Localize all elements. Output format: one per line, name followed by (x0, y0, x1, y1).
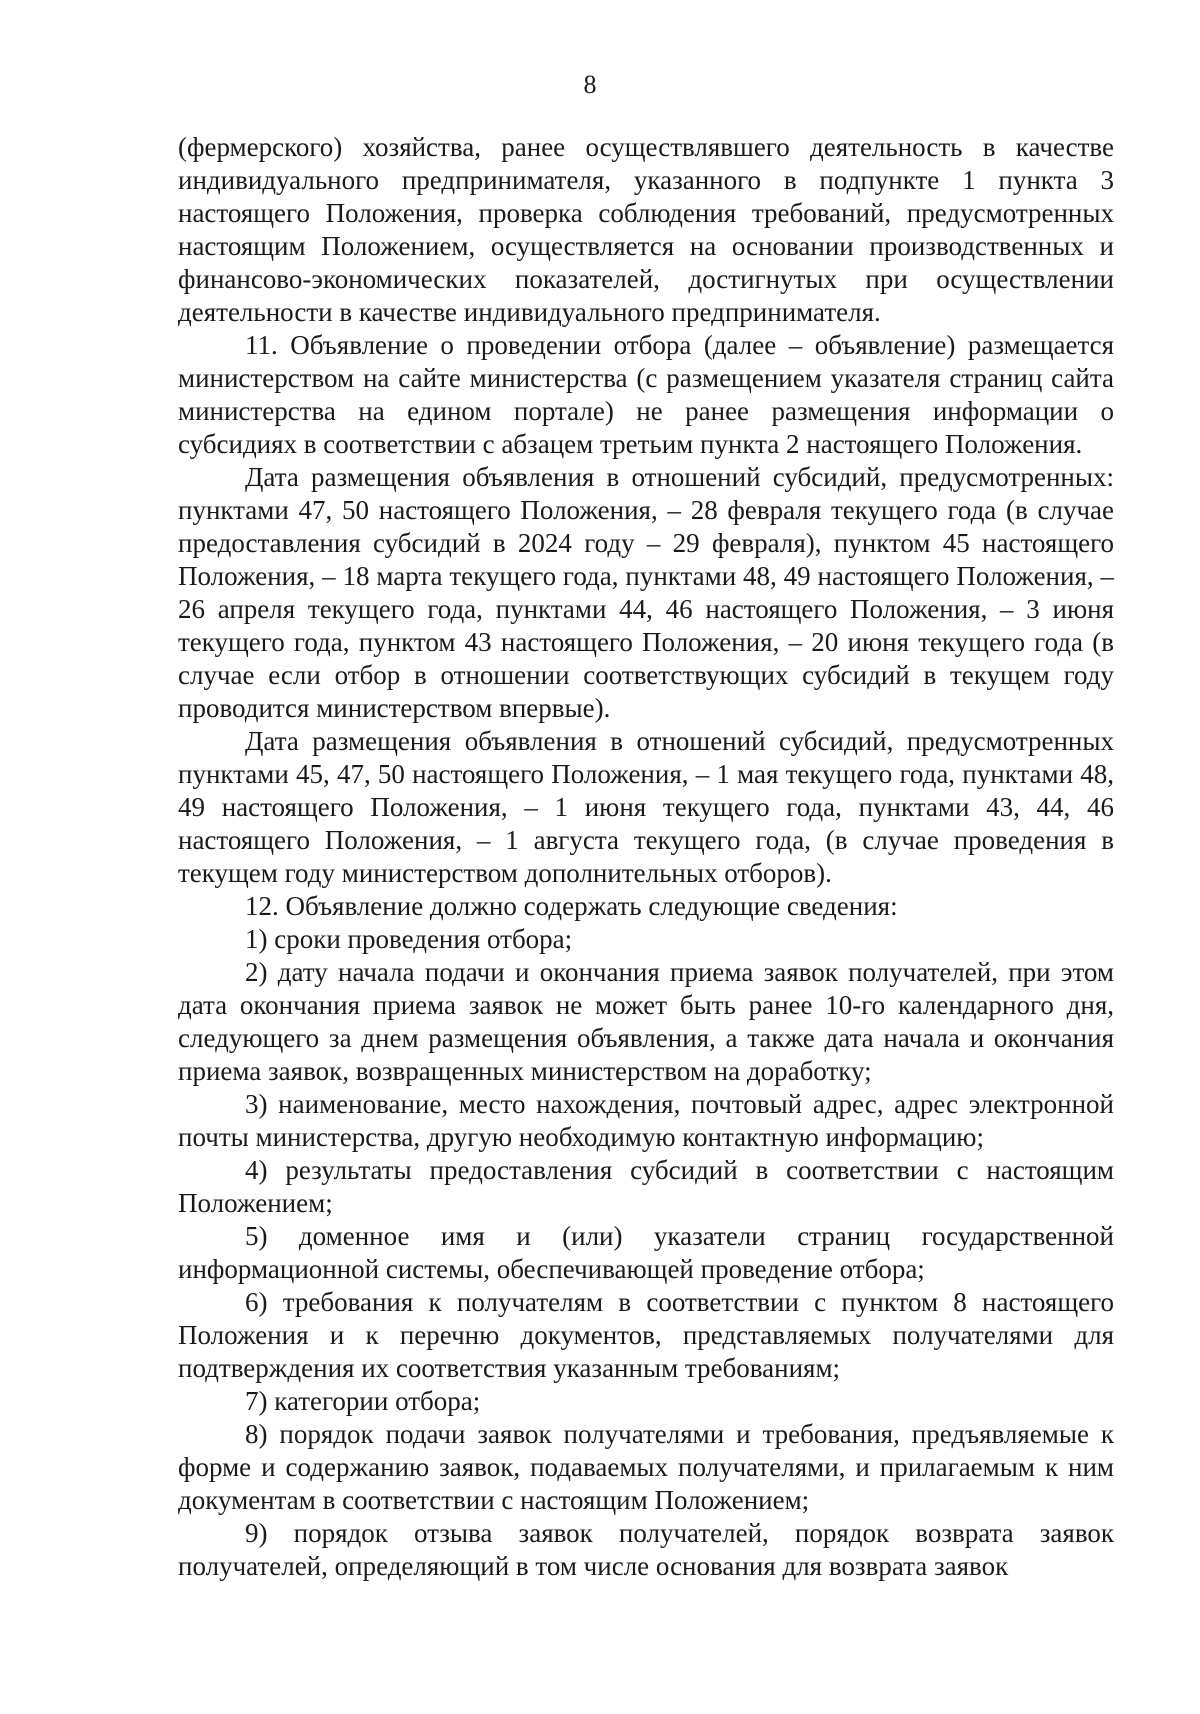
list-item: 9) порядок отзыва заявок получателей, порядок возврата заявок получателей, определяющий в том числе основания для возврата заявок (178, 1518, 1114, 1581)
list-item: 6) требования к получателям в соответствии с пунктом 8 настоящего Положения и к перечню документов, представляемых получателями для подтверждения их соответствия указанным требованиям; (178, 1287, 1114, 1383)
list-item: 1) сроки проведения отбора; (245, 924, 573, 954)
paragraph: 12. Объявление должно содержать следующие сведения: (245, 891, 898, 921)
list-item: 7) категории отбора; (245, 1386, 481, 1416)
list-item: 5) доменное имя и (или) указатели страниц государственной информационной системы, обеспечивающей проведение отбора; (178, 1221, 1114, 1284)
list-item: 3) наименование, место нахождения, почтовый адрес, адрес электронной почты министерства, другую необходимую контактную информацию; (178, 1089, 1114, 1152)
paragraph: 11. Объявление о проведении отбора (далее – объявление) размещается министерством на сайте министерства (с размещением указателя страниц сайта министерства на едином портале) не ранее размещения информации о субсидиях в соответствии с абзацем третьим пункта 2 настоящего Положения. (178, 330, 1114, 459)
document-body (178, 131, 1114, 1583)
list-item: 8) порядок подачи заявок получателями и требования, предъявляемые к форме и содержанию заявок, подаваемых получателями, и прилагаемым к ним документам в соответствии с настоящим Положением; (178, 1419, 1114, 1515)
list-item: 2) дату начала подачи и окончания приема заявок получателей, при этом дата окончания приема заявок не может быть ранее 10-го календарного дня, следующего за днем размещения объявления, а также дата начала и окончания приема заявок, возвращенных министерством на доработку; (178, 957, 1114, 1086)
list-item: 4) результаты предоставления субсидий в соответствии с настоящим Положением; (178, 1155, 1114, 1218)
paragraph: Дата размещения объявления в отношений субсидий, предусмотренных пунктами 45, 47, 50 настоящего Положения, – 1 мая текущего года, пунктами 48, 49 настоящего Положения, – 1 июня текущего года, пунктами 43, 44, 46 настоящего Положения, – 1 августа текущего года, (в случае проведения в текущем году министерством дополнительных отборов). (178, 726, 1114, 888)
page-number: 8 (583, 70, 597, 99)
paragraph: Дата размещения объявления в отношений субсидий, предусмотренных: пунктами 47, 50 настоящего Положения, – 28 февраля текущего года (в случае предоставления субсидий в 2024 году – 29 февраля), пунктом 45 настоящего Положения, – 18 марта текущего года, пунктами 48, 49 настоящего Положения, – 26 апреля текущего года, пунктами 44, 46 настоящего Положения, – 3 июня текущего года, пунктом 43 настоящего Положения, – 20 июня текущего года (в случае если отбор в отношении соответствующих субсидий в текущем году проводится министерством впервые). (178, 462, 1114, 723)
paragraph: (фермерского) хозяйства, ранее осуществлявшего деятельность в качестве индивидуального предпринимателя, указанного в подпункте 1 пункта 3 настоящего Положения, проверка соблюдения требований, предусмотренных настоящим Положением, осуществляется на основании производственных и финансово-экономических показателей, достигнутых при осуществлении деятельности в качестве индивидуального предпринимателя. (178, 132, 1114, 327)
